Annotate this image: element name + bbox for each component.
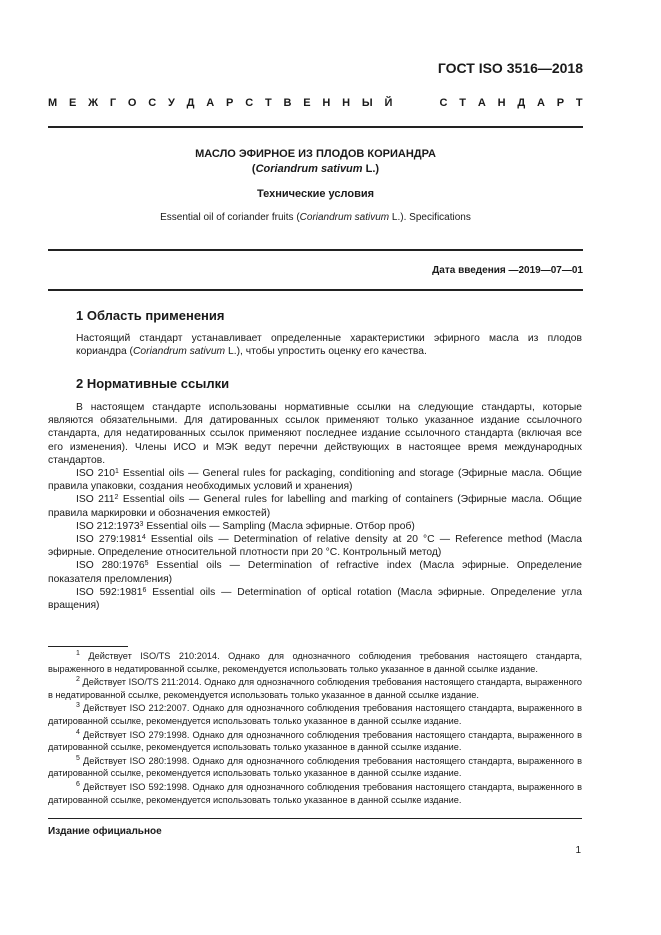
footnotes: [48, 650, 582, 807]
footnote-item: $^4$ Действует ISO 279:1998. Однако для однозначного соблюдения требования настоящего стандарта, выраженного в датированной ссылке, рекомендуется использовать только указанное в данной ссылке издание.: [48, 728, 582, 753]
caption-letter: С: [148, 97, 157, 109]
caption-letter: Т: [575, 97, 583, 109]
title-line-1: МАСЛО ЭФИРНОЕ ИЗ ПЛОДОВ КОРИАНДРА: [195, 148, 436, 160]
page-number: 1: [575, 845, 581, 856]
caption-letter: Н: [322, 97, 331, 109]
document-subtitle: Технические условия: [256, 188, 375, 200]
reference-item: ISO 212:1973$^3$ Essential oils — Sampling (Масла эфирные. Отбор проб): [76, 520, 415, 532]
caption-letter: Ы: [361, 97, 373, 109]
caption-letter: А: [536, 97, 545, 109]
section-1-text: Настоящий стандарт устанавливает определенные характеристики эфирного масла из плодов кориандра (Coriandrum sativum L.), чтобы упростить оценку его качества.: [76, 333, 582, 357]
header-rule: [48, 126, 583, 128]
section-2-intro: В настоящем стандарте использованы нормативные ссылки на следующие стандарты, которые являются обязательными. Для датированных ссылок применяют только указанное издание ссылочного стандарта, для недатированных ссылок применяют последнее издание ссылочного стандарта (включая все его изменения). Члены ИСО и МЭК ведут перечни действующих в настоящее время международных стандартов.: [48, 402, 582, 466]
title-line-2: (Coriandrum sativum L.): [251, 163, 380, 175]
footnote-item: $^6$ Действует ISO 592:1998. Однако для однозначного соблюдения требования настоящего стандарта, выраженного в датированной ссылке, рекомендуется использовать только указанное в данной ссылке издание.: [48, 780, 582, 805]
reference-item: ISO $211^2$ Essential oils — General rules for labelling and marking of containers (Эфирные масла. Общие правила маркировки и обозначения емкостей): [48, 494, 583, 519]
reference-item: ISO 280:1976$^5$ Essential oils — Determination of refractive index (Масла эфирные. Определение показателя преломления): [48, 560, 583, 585]
caption-letter: Т: [264, 97, 272, 109]
caption-letter: Ж: [88, 97, 99, 109]
footnote-separator: [48, 646, 128, 647]
caption-letter: Г: [109, 97, 117, 109]
standard-caption: [48, 97, 583, 109]
caption-letter: А: [206, 97, 215, 109]
caption-letter: Й: [384, 97, 393, 109]
reference-item: ISO $210^1$ Essential oils — General rules for packaging, conditioning and storage (Эфирные масла. Общие правила упаковки, создания необходимых условий и хранения): [48, 468, 582, 493]
footnote-item: $^2$ Действует ISO/TS 211:2014. Однако для однозначного соблюдения требования настоящего стандарта, выраженного в недатированной ссылке, рекомендуется использовать только указанное в данной ссылке издание.: [48, 676, 582, 700]
caption-letter: Е: [303, 97, 311, 109]
caption-letter: С: [439, 97, 448, 109]
caption-letter: Р: [556, 97, 565, 109]
caption-letter: М: [48, 97, 58, 109]
section-2-body: [48, 401, 582, 612]
caption-letter: Н: [497, 97, 506, 109]
title-rule: [48, 249, 583, 251]
caption-letter: Н: [342, 97, 351, 109]
footer-rule: [48, 818, 582, 819]
caption-letter: Д: [186, 97, 195, 109]
caption-letter: А: [477, 97, 486, 109]
footnote-item: $^3$ Действует ISO 212:2007. Однако для однозначного соблюдения требования настоящего стандарта, выраженного в датированной ссылке, рекомендуется использовать только указанное в данной ссылке издание.: [48, 702, 582, 726]
date-rule: [48, 289, 583, 291]
introduction-date: Дата введения —2019—07—01: [432, 265, 583, 276]
caption-letter: О: [127, 97, 137, 109]
footnote-item: $^1$ Действует ISO/TS 210:2014. Однако для однозначного соблюдения требования настоящего стандарта, выраженного в недатированной ссылке, рекомендуется использовать только указанное в данной ссылке издание.: [48, 650, 582, 674]
caption-letter: Т: [459, 97, 467, 109]
caption-letter: У: [168, 97, 175, 109]
reference-item: ISO 592:1981$^6$ Essential oils — Determination of optical rotation (Масла эфирные. Определение угла вращения): [48, 586, 582, 612]
document-code: ГОСТ ISO 3516—2018: [437, 60, 583, 76]
document-title: [48, 147, 583, 177]
section-2-heading: 2 Нормативные ссылки: [76, 376, 230, 391]
edition-label: Издание официальное: [48, 826, 162, 837]
caption-letter: Е: [68, 97, 77, 109]
section-1-heading: 1 Область применения: [76, 308, 225, 323]
english-title: Essential oil of coriander fruits (Coriandrum sativum L.). Specifications: [160, 212, 471, 223]
caption-letter: С: [245, 97, 254, 109]
footnote-item: $^5$ Действует ISO 280:1998. Однако для однозначного соблюдения требования настоящего стандарта, выраженного в датированной ссылке, рекомендуется использовать только указанное в данной ссылке издание.: [48, 754, 582, 779]
reference-item: ISO 279:1981$^4$ Essential oils — Determination of relative density at 20 °C — Reference method (Масла эфирные. Определение относительной плотности при 20 °С. Контрольный метод): [48, 534, 582, 559]
caption-letter: В: [283, 97, 292, 109]
caption-letter: Р: [226, 97, 234, 109]
caption-letter: Д: [517, 97, 526, 109]
reference-list: [48, 467, 582, 612]
